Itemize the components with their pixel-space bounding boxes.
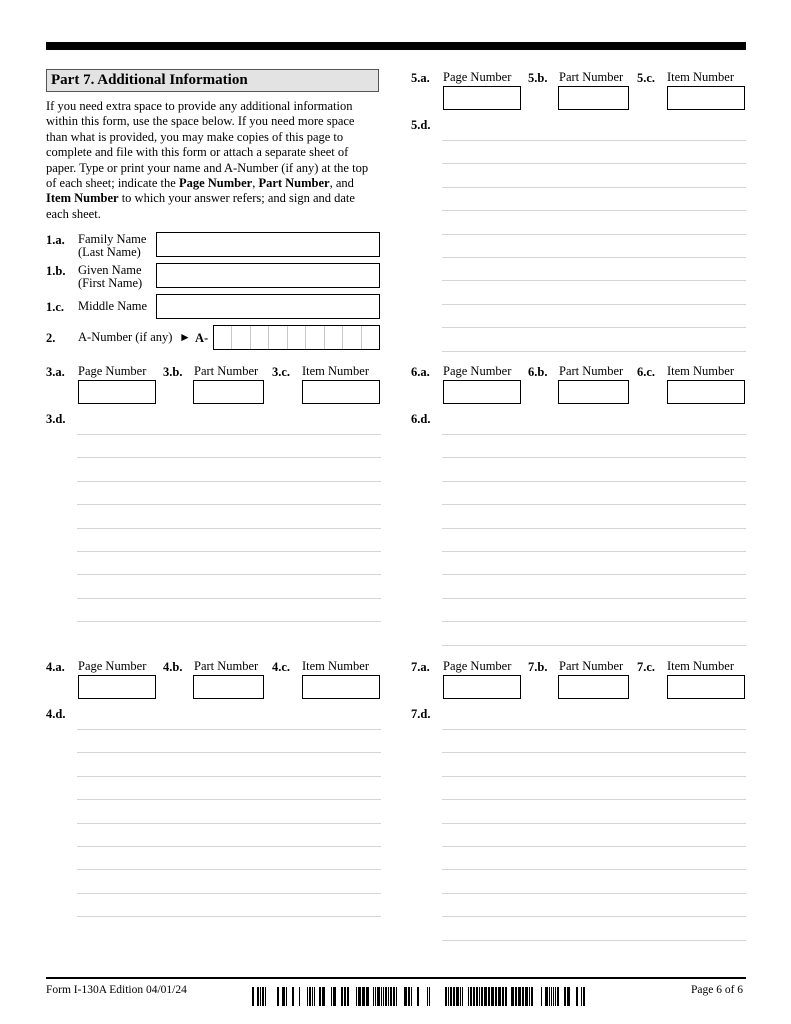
answer-line[interactable] — [442, 776, 746, 777]
item-number-2: 2. — [46, 331, 56, 345]
top-rule — [46, 42, 746, 50]
part-7-header: Part 7. Additional Information — [46, 69, 379, 92]
item-number-label: Item Number — [667, 659, 734, 673]
item-number-6a: 6.a. — [411, 365, 430, 379]
a-number-digit-cell[interactable] — [214, 326, 232, 349]
answer-line[interactable] — [77, 776, 381, 777]
item-number-label: Item Number — [302, 659, 369, 673]
intro-text-run: Item Number — [46, 191, 119, 206]
answer-line[interactable] — [442, 257, 746, 258]
item-number-7b: 7.b. — [528, 660, 548, 674]
intro-text-run: , and — [329, 176, 354, 191]
item-number-field[interactable] — [667, 380, 745, 404]
item-number-field[interactable] — [667, 86, 745, 110]
item-number-4a: 4.a. — [46, 660, 65, 674]
item-number-4b: 4.b. — [163, 660, 183, 674]
item-number-3b: 3.b. — [163, 365, 183, 379]
item-number-3d: 3.d. — [46, 412, 66, 426]
answer-line[interactable] — [442, 940, 746, 941]
page-number-field[interactable] — [443, 675, 521, 699]
part-number-field[interactable] — [558, 675, 629, 699]
intro-text-run: to which your answer refers; and sign and date each sheet. — [46, 191, 355, 221]
answer-line[interactable] — [442, 893, 746, 894]
answer-line[interactable] — [442, 916, 746, 917]
part-number-field[interactable] — [193, 675, 264, 699]
answer-line[interactable] — [77, 551, 381, 552]
part-number-label: Part Number — [194, 659, 259, 673]
answer-line[interactable] — [442, 574, 746, 575]
item-number-5a: 5.a. — [411, 71, 430, 85]
form-edition: Form I-130A Edition 04/01/24 — [46, 984, 187, 996]
a-number-digit-cell[interactable] — [362, 326, 379, 349]
answer-line[interactable] — [442, 304, 746, 305]
page-number: Page 6 of 6 — [691, 984, 744, 996]
item-number-6b: 6.b. — [528, 365, 548, 379]
family-name-label — [78, 233, 146, 259]
item-number-label: Item Number — [302, 364, 369, 378]
item-number-4d: 4.d. — [46, 707, 66, 721]
answer-line[interactable] — [442, 645, 746, 646]
answer-line[interactable] — [442, 481, 746, 482]
answer-line[interactable] — [77, 504, 381, 505]
answer-line[interactable] — [77, 434, 381, 435]
item-number-6d: 6.d. — [411, 412, 431, 426]
item-number-field[interactable] — [302, 675, 380, 699]
a-number-digit-cell[interactable] — [288, 326, 306, 349]
answer-line[interactable] — [77, 457, 381, 458]
item-number-3c: 3.c. — [272, 365, 291, 379]
page-number-field[interactable] — [78, 380, 156, 404]
answer-line[interactable] — [442, 528, 746, 529]
page-number-field[interactable] — [78, 675, 156, 699]
answer-line[interactable] — [77, 893, 381, 894]
item-number-3a: 3.a. — [46, 365, 65, 379]
page-number-field[interactable] — [443, 86, 521, 110]
answer-line[interactable] — [442, 187, 746, 188]
a-number-prefix: A- — [195, 331, 209, 345]
answer-line[interactable] — [442, 551, 746, 552]
part-number-field[interactable] — [558, 380, 629, 404]
answer-line[interactable] — [442, 621, 746, 622]
middle-name-label: Middle Name — [78, 299, 148, 313]
a-number-label: A-Number (if any) — [78, 330, 173, 344]
answer-line[interactable] — [442, 598, 746, 599]
answer-line[interactable] — [442, 140, 746, 141]
answer-line[interactable] — [442, 163, 746, 164]
arrow-right-icon: ► — [179, 330, 191, 344]
given-name-label-line2: (First Name) — [78, 276, 143, 290]
item-number-5d: 5.d. — [411, 118, 431, 132]
answer-line[interactable] — [77, 823, 381, 824]
page-number-label: Page Number — [443, 659, 512, 673]
answer-line[interactable] — [77, 846, 381, 847]
a-number-digit-cell[interactable] — [343, 326, 361, 349]
footer-rule — [46, 977, 746, 979]
page-number-label: Page Number — [443, 70, 512, 84]
intro-text-run: , — [252, 176, 259, 191]
item-number-7d: 7.d. — [411, 707, 431, 721]
a-number-digit-cell[interactable] — [269, 326, 287, 349]
a-number-field[interactable] — [213, 325, 380, 350]
page-number-label: Page Number — [443, 364, 512, 378]
answer-line[interactable] — [77, 752, 381, 753]
part-number-field[interactable] — [193, 380, 264, 404]
item-number-6c: 6.c. — [637, 365, 656, 379]
intro-text-run: Part Number — [258, 176, 330, 191]
part-number-label: Part Number — [559, 659, 624, 673]
a-number-digit-cell[interactable] — [251, 326, 269, 349]
part-number-label: Part Number — [559, 364, 624, 378]
answer-line[interactable] — [77, 729, 381, 730]
answer-line[interactable] — [442, 280, 746, 281]
answer-line[interactable] — [442, 434, 746, 435]
answer-line[interactable] — [442, 210, 746, 211]
item-number-1b: 1.b. — [46, 264, 66, 278]
answer-line[interactable] — [77, 799, 381, 800]
item-number-1a: 1.a. — [46, 233, 65, 247]
family-name-field[interactable] — [156, 232, 380, 257]
answer-line[interactable] — [442, 504, 746, 505]
answer-line[interactable] — [77, 481, 381, 482]
answer-line[interactable] — [77, 528, 381, 529]
a-number-digit-cell[interactable] — [306, 326, 324, 349]
family-name-label-line2: (Last Name) — [78, 245, 141, 259]
part-number-label: Part Number — [559, 70, 624, 84]
answer-line[interactable] — [442, 846, 746, 847]
item-number-label: Item Number — [667, 70, 734, 84]
intro-text-run: If you need extra space to provide any additional information within this form, use the space below. If you need more space than what is provided, you may make copies of this page to complete and file with this form or attach a separate sheet of paper. Type or print your name and A-Number (if any) at the top of each sheet; indicate the — [46, 99, 369, 191]
given-name-field[interactable] — [156, 263, 380, 288]
answer-line[interactable] — [442, 823, 746, 824]
answer-line[interactable] — [442, 327, 746, 328]
intro-text-run: Page Number — [178, 176, 253, 191]
item-number-field[interactable] — [302, 380, 380, 404]
answer-line[interactable] — [442, 799, 746, 800]
page-number-label: Page Number — [78, 364, 147, 378]
instructions-paragraph — [46, 99, 376, 222]
given-name-label — [78, 264, 142, 290]
middle-name-field[interactable] — [156, 294, 380, 319]
a-number-digit-cell[interactable] — [232, 326, 250, 349]
part-number-field[interactable] — [558, 86, 629, 110]
answer-line[interactable] — [77, 869, 381, 870]
item-number-7c: 7.c. — [637, 660, 656, 674]
item-number-1c: 1.c. — [46, 300, 65, 314]
answer-line[interactable] — [442, 351, 746, 352]
page-number-field[interactable] — [443, 380, 521, 404]
page-number-label: Page Number — [78, 659, 147, 673]
item-number-field[interactable] — [667, 675, 745, 699]
answer-line[interactable] — [442, 869, 746, 870]
item-number-label: Item Number — [667, 364, 734, 378]
item-number-5c: 5.c. — [637, 71, 656, 85]
family-name-label-line1: Family Name — [78, 232, 147, 246]
item-number-4c: 4.c. — [272, 660, 291, 674]
barcode — [252, 987, 594, 1006]
part-number-label: Part Number — [194, 364, 259, 378]
answer-line[interactable] — [442, 752, 746, 753]
answer-line[interactable] — [77, 621, 381, 622]
item-number-7a: 7.a. — [411, 660, 430, 674]
answer-line[interactable] — [442, 729, 746, 730]
a-number-digit-cell[interactable] — [325, 326, 343, 349]
item-number-5b: 5.b. — [528, 71, 548, 85]
answer-line[interactable] — [442, 234, 746, 235]
answer-line[interactable] — [77, 574, 381, 575]
answer-line[interactable] — [77, 916, 381, 917]
answer-line[interactable] — [442, 457, 746, 458]
given-name-label-line1: Given Name — [78, 263, 142, 277]
answer-line[interactable] — [77, 598, 381, 599]
